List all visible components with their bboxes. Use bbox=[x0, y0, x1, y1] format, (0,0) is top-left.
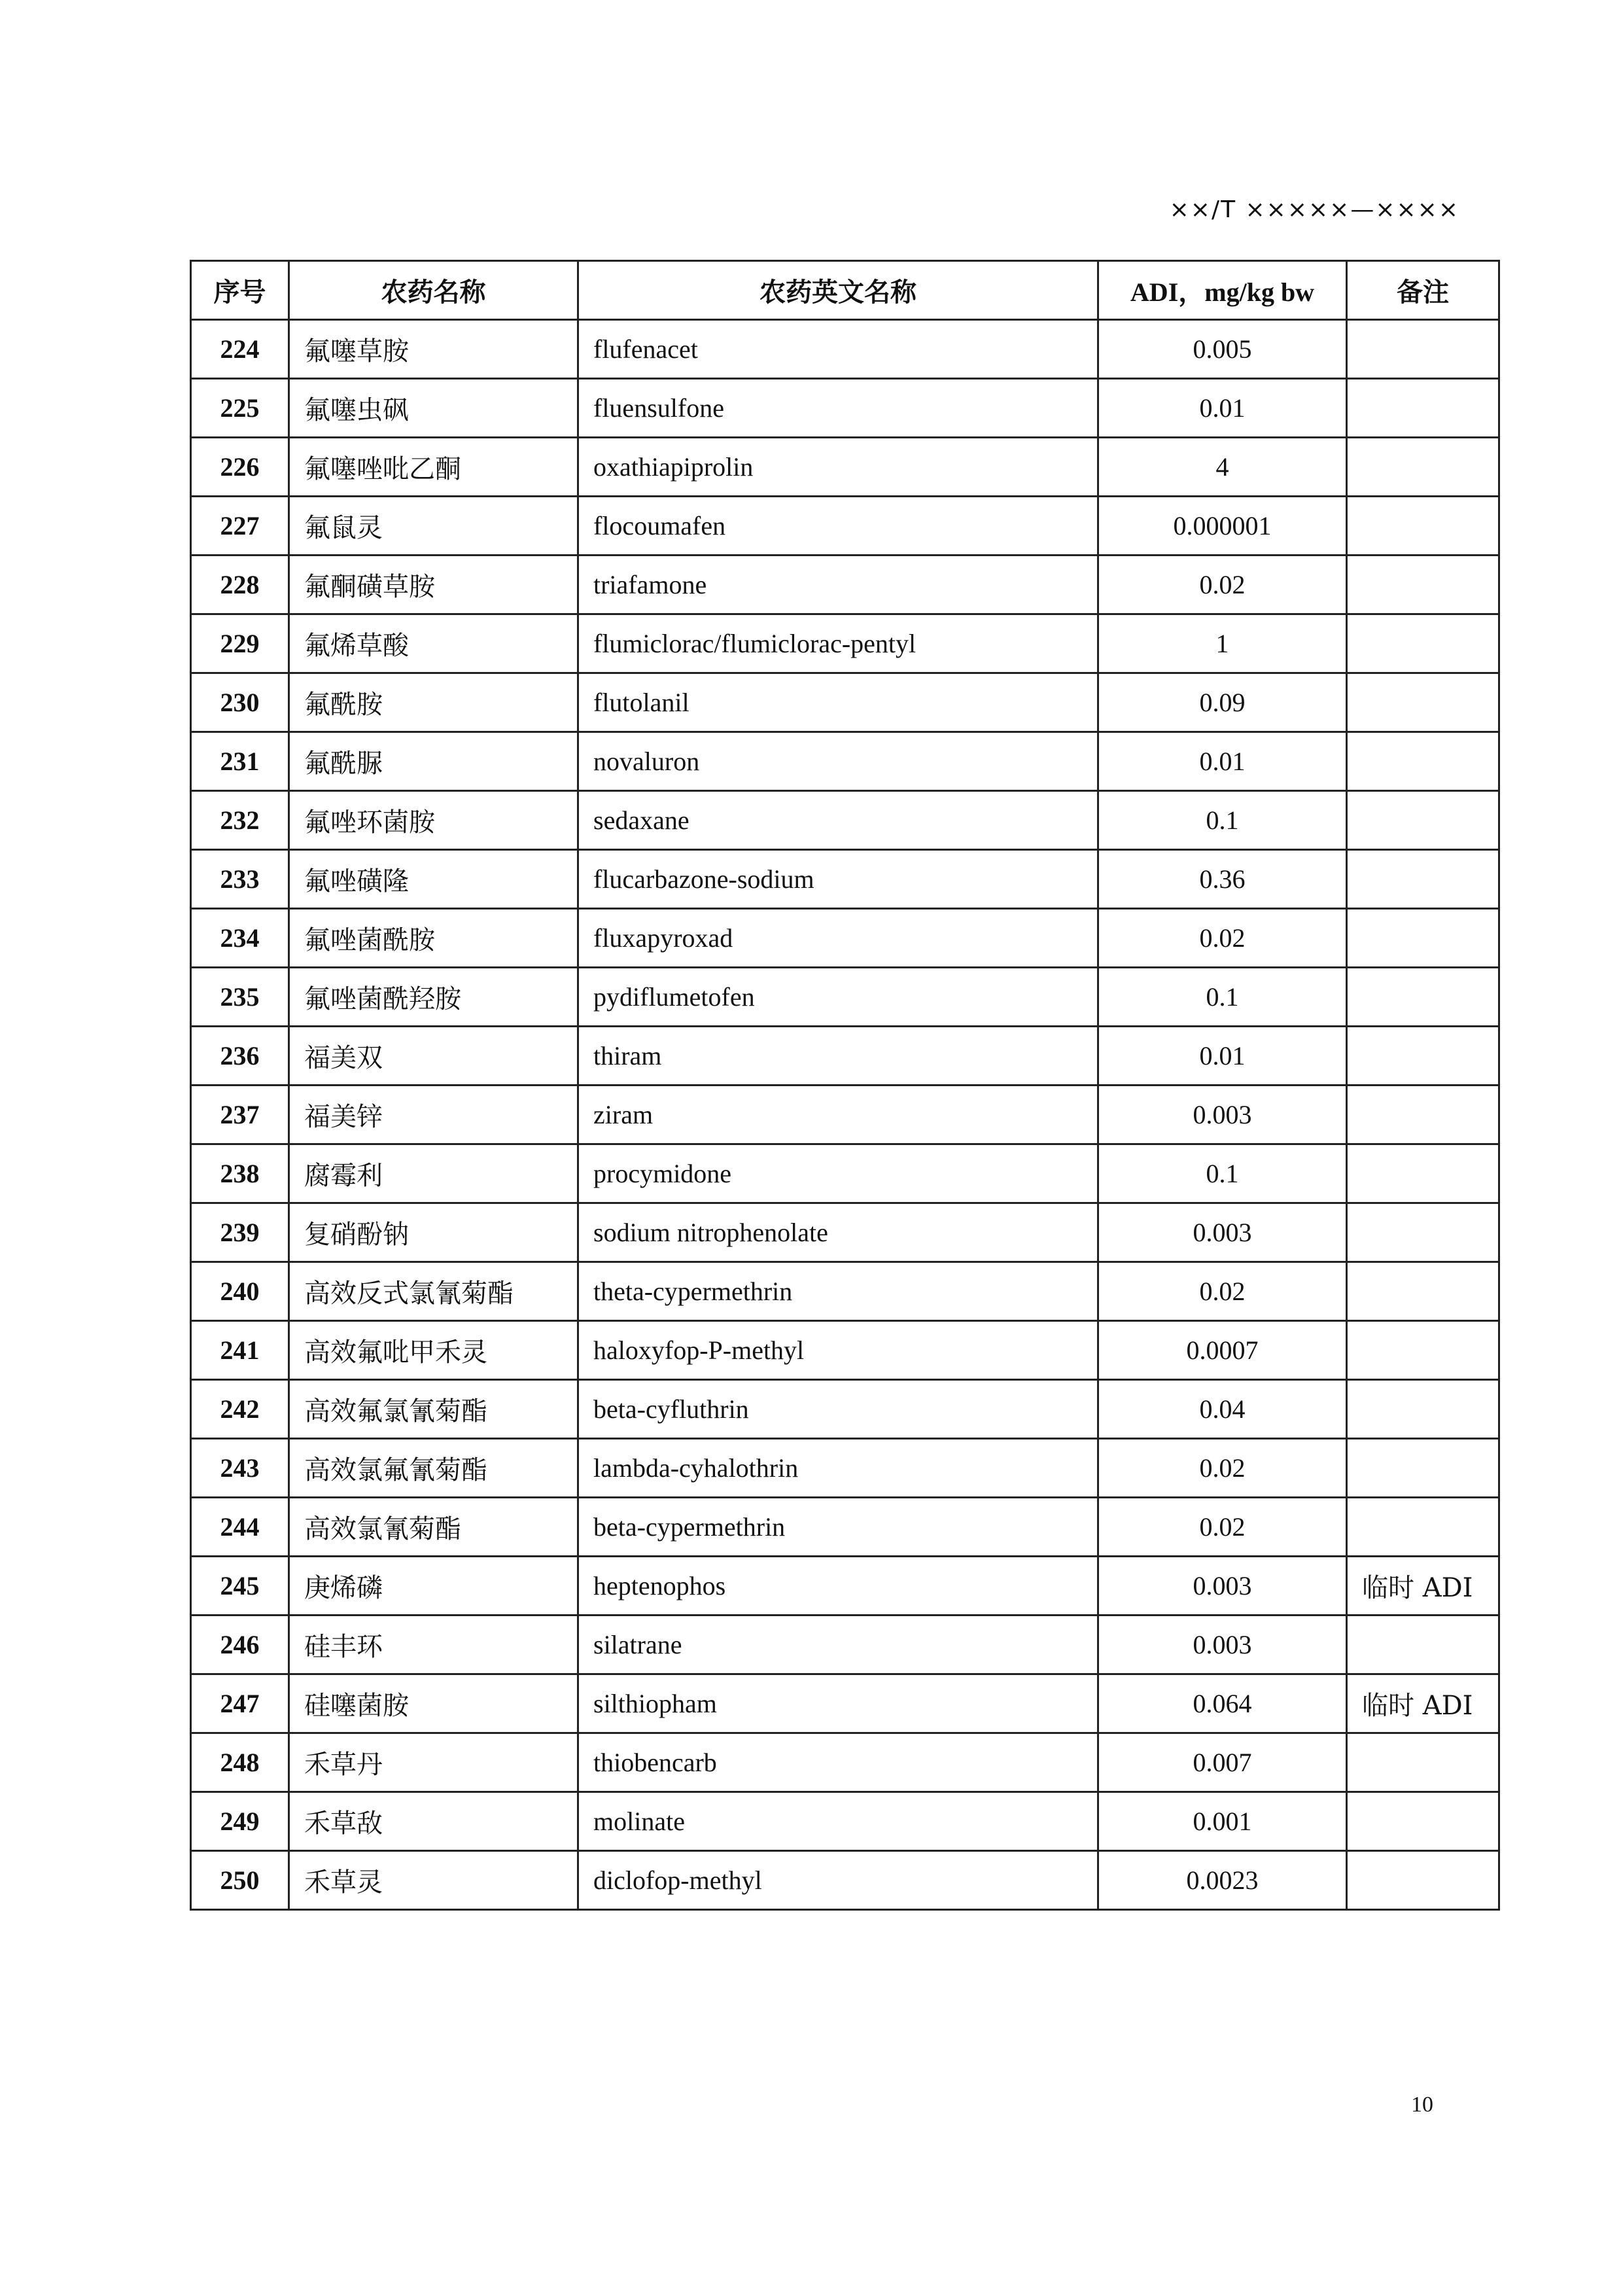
cell-number: 245 bbox=[191, 1557, 289, 1616]
cell-remarks bbox=[1347, 1792, 1499, 1851]
cell-english-name: thiram bbox=[578, 1027, 1098, 1086]
cell-chinese-name: 硅噻菌胺 bbox=[289, 1674, 578, 1733]
cell-english-name: haloxyfop-P-methyl bbox=[578, 1321, 1098, 1380]
cell-remarks bbox=[1347, 1380, 1499, 1439]
cell-number: 235 bbox=[191, 968, 289, 1027]
cell-adi-value: 0.000001 bbox=[1098, 497, 1347, 556]
cell-remarks bbox=[1347, 1733, 1499, 1792]
pesticide-adi-table bbox=[190, 260, 1500, 1911]
table-row bbox=[191, 1616, 1499, 1674]
table-row bbox=[191, 1262, 1499, 1321]
cell-number: 226 bbox=[191, 438, 289, 497]
table-row bbox=[191, 1086, 1499, 1144]
cell-remarks bbox=[1347, 1439, 1499, 1498]
cell-number: 247 bbox=[191, 1674, 289, 1733]
cell-remarks bbox=[1347, 614, 1499, 673]
table-row bbox=[191, 1439, 1499, 1498]
cell-number: 238 bbox=[191, 1144, 289, 1203]
cell-adi-value: 4 bbox=[1098, 438, 1347, 497]
cell-remarks bbox=[1347, 1086, 1499, 1144]
cell-english-name: theta-cypermethrin bbox=[578, 1262, 1098, 1321]
table-body bbox=[191, 320, 1499, 1910]
cell-adi-value: 0.02 bbox=[1098, 1439, 1347, 1498]
cell-number: 233 bbox=[191, 850, 289, 909]
cell-remarks bbox=[1347, 438, 1499, 497]
cell-number: 231 bbox=[191, 732, 289, 791]
cell-chinese-name: 硅丰环 bbox=[289, 1616, 578, 1674]
cell-number: 242 bbox=[191, 1380, 289, 1439]
cell-chinese-name: 高效氟氯氰菊酯 bbox=[289, 1380, 578, 1439]
cell-adi-value: 0.001 bbox=[1098, 1792, 1347, 1851]
cell-chinese-name: 氟唑磺隆 bbox=[289, 850, 578, 909]
cell-adi-value: 0.02 bbox=[1098, 909, 1347, 968]
cell-english-name: procymidone bbox=[578, 1144, 1098, 1203]
cell-remarks bbox=[1347, 1498, 1499, 1557]
table-row bbox=[191, 1321, 1499, 1380]
cell-adi-value: 0.01 bbox=[1098, 1027, 1347, 1086]
column-header-adi: ADI，mg/kg bw bbox=[1098, 261, 1347, 320]
cell-adi-value: 0.003 bbox=[1098, 1086, 1347, 1144]
cell-chinese-name: 氟唑环菌胺 bbox=[289, 791, 578, 850]
cell-remarks bbox=[1347, 850, 1499, 909]
cell-adi-value: 0.02 bbox=[1098, 556, 1347, 614]
cell-adi-value: 0.005 bbox=[1098, 320, 1347, 379]
table-row bbox=[191, 1203, 1499, 1262]
cell-chinese-name: 氟噻唑吡乙酮 bbox=[289, 438, 578, 497]
cell-english-name: diclofop-methyl bbox=[578, 1851, 1098, 1910]
cell-number: 246 bbox=[191, 1616, 289, 1674]
cell-adi-value: 0.1 bbox=[1098, 1144, 1347, 1203]
cell-number: 224 bbox=[191, 320, 289, 379]
cell-remarks bbox=[1347, 1027, 1499, 1086]
cell-number: 228 bbox=[191, 556, 289, 614]
cell-remarks bbox=[1347, 1321, 1499, 1380]
cell-remarks bbox=[1347, 909, 1499, 968]
cell-adi-value: 0.01 bbox=[1098, 732, 1347, 791]
cell-remarks bbox=[1347, 379, 1499, 438]
cell-adi-value: 0.36 bbox=[1098, 850, 1347, 909]
cell-number: 230 bbox=[191, 673, 289, 732]
cell-remarks bbox=[1347, 791, 1499, 850]
cell-number: 234 bbox=[191, 909, 289, 968]
cell-english-name: flucarbazone-sodium bbox=[578, 850, 1098, 909]
cell-adi-value: 0.007 bbox=[1098, 1733, 1347, 1792]
cell-adi-value: 0.02 bbox=[1098, 1498, 1347, 1557]
cell-english-name: flutolanil bbox=[578, 673, 1098, 732]
cell-english-name: silatrane bbox=[578, 1616, 1098, 1674]
table-row bbox=[191, 320, 1499, 379]
cell-chinese-name: 氟唑菌酰胺 bbox=[289, 909, 578, 968]
table-row bbox=[191, 732, 1499, 791]
table-row bbox=[191, 379, 1499, 438]
cell-chinese-name: 禾草灵 bbox=[289, 1851, 578, 1910]
cell-english-name: novaluron bbox=[578, 732, 1098, 791]
cell-remarks: 临时 ADI bbox=[1347, 1557, 1499, 1616]
cell-adi-value: 0.02 bbox=[1098, 1262, 1347, 1321]
cell-number: 249 bbox=[191, 1792, 289, 1851]
cell-adi-value: 0.04 bbox=[1098, 1380, 1347, 1439]
cell-chinese-name: 福美双 bbox=[289, 1027, 578, 1086]
column-header-english-name: 农药英文名称 bbox=[578, 261, 1098, 320]
cell-chinese-name: 高效反式氯氰菊酯 bbox=[289, 1262, 578, 1321]
cell-english-name: flumiclorac/flumiclorac-pentyl bbox=[578, 614, 1098, 673]
cell-number: 248 bbox=[191, 1733, 289, 1792]
cell-english-name: beta-cyfluthrin bbox=[578, 1380, 1098, 1439]
cell-remarks: 临时 ADI bbox=[1347, 1674, 1499, 1733]
cell-adi-value: 0.003 bbox=[1098, 1557, 1347, 1616]
cell-chinese-name: 氟酰脲 bbox=[289, 732, 578, 791]
cell-adi-value: 0.003 bbox=[1098, 1203, 1347, 1262]
cell-chinese-name: 复硝酚钠 bbox=[289, 1203, 578, 1262]
cell-chinese-name: 腐霉利 bbox=[289, 1144, 578, 1203]
cell-english-name: pydiflumetofen bbox=[578, 968, 1098, 1027]
cell-remarks bbox=[1347, 497, 1499, 556]
cell-number: 229 bbox=[191, 614, 289, 673]
cell-chinese-name: 氟酮磺草胺 bbox=[289, 556, 578, 614]
cell-remarks bbox=[1347, 1262, 1499, 1321]
cell-number: 237 bbox=[191, 1086, 289, 1144]
cell-adi-value: 0.0023 bbox=[1098, 1851, 1347, 1910]
cell-chinese-name: 氟噻虫砜 bbox=[289, 379, 578, 438]
document-code-header: ××/T ×××××—×××× bbox=[1169, 196, 1459, 223]
cell-english-name: fluensulfone bbox=[578, 379, 1098, 438]
cell-adi-value: 0.064 bbox=[1098, 1674, 1347, 1733]
cell-chinese-name: 氟烯草酸 bbox=[289, 614, 578, 673]
table-row bbox=[191, 1027, 1499, 1086]
cell-number: 227 bbox=[191, 497, 289, 556]
table-row bbox=[191, 1674, 1499, 1733]
cell-english-name: flufenacet bbox=[578, 320, 1098, 379]
cell-remarks bbox=[1347, 320, 1499, 379]
cell-adi-value: 0.01 bbox=[1098, 379, 1347, 438]
table-row bbox=[191, 497, 1499, 556]
table-row bbox=[191, 1792, 1499, 1851]
cell-chinese-name: 氟鼠灵 bbox=[289, 497, 578, 556]
cell-remarks bbox=[1347, 556, 1499, 614]
cell-number: 243 bbox=[191, 1439, 289, 1498]
cell-number: 241 bbox=[191, 1321, 289, 1380]
cell-english-name: silthiopham bbox=[578, 1674, 1098, 1733]
cell-chinese-name: 禾草丹 bbox=[289, 1733, 578, 1792]
cell-remarks bbox=[1347, 1203, 1499, 1262]
cell-remarks bbox=[1347, 732, 1499, 791]
table-header-row bbox=[191, 261, 1499, 320]
cell-number: 239 bbox=[191, 1203, 289, 1262]
cell-number: 250 bbox=[191, 1851, 289, 1910]
table-row bbox=[191, 968, 1499, 1027]
table-row bbox=[191, 1380, 1499, 1439]
cell-number: 225 bbox=[191, 379, 289, 438]
cell-english-name: ziram bbox=[578, 1086, 1098, 1144]
cell-adi-value: 0.1 bbox=[1098, 791, 1347, 850]
table-row bbox=[191, 556, 1499, 614]
cell-remarks bbox=[1347, 1616, 1499, 1674]
cell-chinese-name: 高效氟吡甲禾灵 bbox=[289, 1321, 578, 1380]
cell-english-name: triafamone bbox=[578, 556, 1098, 614]
table-row bbox=[191, 791, 1499, 850]
cell-remarks bbox=[1347, 673, 1499, 732]
table-row bbox=[191, 850, 1499, 909]
cell-chinese-name: 福美锌 bbox=[289, 1086, 578, 1144]
table-row bbox=[191, 1557, 1499, 1616]
cell-english-name: beta-cypermethrin bbox=[578, 1498, 1098, 1557]
cell-english-name: lambda-cyhalothrin bbox=[578, 1439, 1098, 1498]
cell-english-name: oxathiapiprolin bbox=[578, 438, 1098, 497]
cell-chinese-name: 氟酰胺 bbox=[289, 673, 578, 732]
table-row bbox=[191, 673, 1499, 732]
column-header-remarks: 备注 bbox=[1347, 261, 1499, 320]
cell-english-name: sodium nitrophenolate bbox=[578, 1203, 1098, 1262]
cell-adi-value: 0.003 bbox=[1098, 1616, 1347, 1674]
cell-english-name: heptenophos bbox=[578, 1557, 1098, 1616]
cell-adi-value: 0.09 bbox=[1098, 673, 1347, 732]
page-number: 10 bbox=[1411, 2093, 1433, 2117]
cell-english-name: sedaxane bbox=[578, 791, 1098, 850]
cell-english-name: molinate bbox=[578, 1792, 1098, 1851]
column-header-chinese-name: 农药名称 bbox=[289, 261, 578, 320]
cell-english-name: flocoumafen bbox=[578, 497, 1098, 556]
cell-number: 244 bbox=[191, 1498, 289, 1557]
cell-number: 240 bbox=[191, 1262, 289, 1321]
column-header-number: 序号 bbox=[191, 261, 289, 320]
table-row bbox=[191, 909, 1499, 968]
cell-chinese-name: 高效氯氟氰菊酯 bbox=[289, 1439, 578, 1498]
table-row bbox=[191, 1144, 1499, 1203]
cell-adi-value: 0.0007 bbox=[1098, 1321, 1347, 1380]
table-row bbox=[191, 614, 1499, 673]
cell-remarks bbox=[1347, 1144, 1499, 1203]
table-row bbox=[191, 1851, 1499, 1910]
table-row bbox=[191, 1733, 1499, 1792]
cell-adi-value: 1 bbox=[1098, 614, 1347, 673]
cell-adi-value: 0.1 bbox=[1098, 968, 1347, 1027]
cell-number: 236 bbox=[191, 1027, 289, 1086]
cell-chinese-name: 氟噻草胺 bbox=[289, 320, 578, 379]
table-row bbox=[191, 1498, 1499, 1557]
cell-english-name: fluxapyroxad bbox=[578, 909, 1098, 968]
cell-chinese-name: 氟唑菌酰羟胺 bbox=[289, 968, 578, 1027]
cell-remarks bbox=[1347, 968, 1499, 1027]
cell-remarks bbox=[1347, 1851, 1499, 1910]
cell-chinese-name: 禾草敌 bbox=[289, 1792, 578, 1851]
cell-chinese-name: 高效氯氰菊酯 bbox=[289, 1498, 578, 1557]
cell-english-name: thiobencarb bbox=[578, 1733, 1098, 1792]
table-row bbox=[191, 438, 1499, 497]
cell-number: 232 bbox=[191, 791, 289, 850]
cell-chinese-name: 庚烯磷 bbox=[289, 1557, 578, 1616]
